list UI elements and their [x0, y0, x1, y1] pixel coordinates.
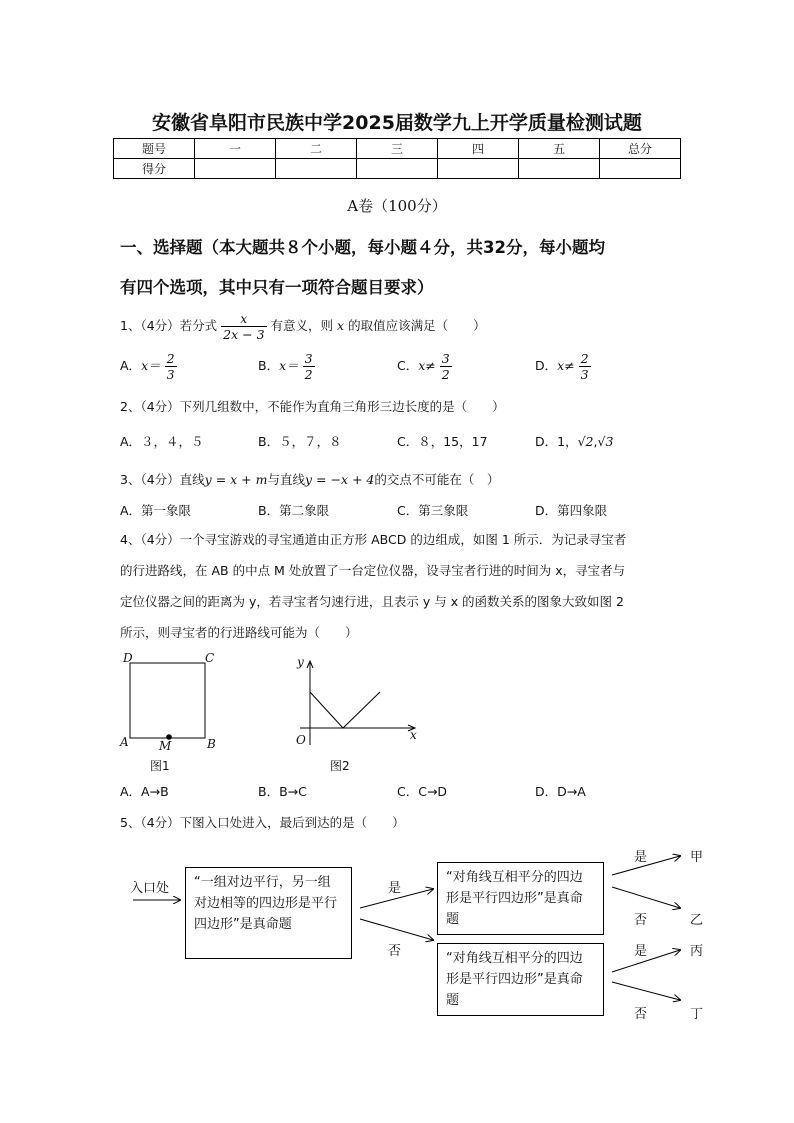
part1-heading-line2: 有四个选项，其中只有一项符合题目要求） — [120, 278, 434, 297]
option-label: C． — [397, 358, 419, 373]
option-lhs: x＝ — [141, 358, 161, 373]
q3-option-c[interactable]: C．第三象限 — [397, 503, 469, 518]
score-row-label: 得分 — [114, 159, 195, 179]
part1-heading-line1: 一、选择题（本大题共８个小题，每小题４分，共32分，每小题均 — [120, 238, 605, 257]
option-label: B． — [258, 358, 280, 373]
figure-2-graph — [290, 655, 420, 755]
option-label: D． — [535, 358, 558, 373]
square-abcd — [130, 663, 205, 738]
score-cell[interactable] — [519, 159, 600, 179]
section-a-heading: A卷（100分） — [347, 197, 447, 215]
option-num: 3 — [304, 351, 313, 366]
radical-3: √3 — [597, 434, 614, 449]
fig2-label-o: O — [296, 733, 306, 747]
label-no: 否 — [634, 1007, 648, 1022]
q1-prefix: 1、（4分）若分式 — [120, 318, 218, 333]
arrow-box2-no — [612, 887, 680, 908]
score-cell[interactable] — [600, 159, 681, 179]
fig1-label-d: D — [123, 651, 133, 665]
label-yes: 是 — [634, 944, 648, 959]
question-2: 2、（4分）下列几组数中，不能作为直角三角形三边长度的是（ ） — [120, 399, 505, 414]
label-no: 否 — [634, 913, 648, 928]
label-yes: 是 — [634, 850, 648, 865]
end-jia: 甲 — [690, 850, 704, 865]
entry-label: 入口处 — [130, 881, 170, 896]
q4-line: 所示，则寻宝者的行进路线可能为（ ） — [120, 625, 358, 640]
q1-suffix-b: 的取值应该满足（ ） — [348, 318, 486, 333]
fig2-label-x: x — [410, 728, 417, 742]
score-table-score-row — [114, 159, 681, 179]
q2-option-a[interactable]: A．３，４，５ — [120, 434, 204, 449]
figure-1-square — [115, 655, 225, 750]
end-bing: 丙 — [690, 944, 704, 959]
question-4 — [120, 524, 685, 648]
q3-line1: y = x + m — [204, 472, 268, 487]
flow-box-1: “一组对边平行，另一组对边相等的四边形是平行四边形”是真命题 — [185, 867, 352, 959]
q1-suffix-a: 有意义，则 — [270, 318, 334, 333]
q2-option-d[interactable]: D．1，√2,√3 — [535, 434, 614, 449]
q4-option-a[interactable]: A．A→B — [120, 784, 169, 799]
option-lhs: x≠ — [418, 358, 436, 373]
option-num: 2 — [166, 351, 175, 366]
option-text: D．1， — [535, 434, 578, 449]
score-table-header-cell: 三 — [357, 139, 438, 159]
radical-2: √2 — [577, 434, 594, 449]
question-1 — [120, 311, 685, 342]
fig2-label-y: y — [297, 655, 304, 669]
q4-line: 定位仪器之间的距离为 y，若寻宝者匀速行进，且表示 y 与 x 的函数关系的图象大致如图 2 — [120, 594, 624, 609]
question-5: 5、（4分）下图入口处进入，最后到达的是（ ） — [120, 815, 405, 830]
fig1-label-m: M — [159, 739, 172, 753]
option-lhs: x＝ — [279, 358, 299, 373]
q4-line: 4、（4分）一个寻宝游戏的寻宝通道由正方形 ABCD 的边组成，如图 1 所示．为记录寻宝者 — [120, 532, 627, 547]
arrow-box1-no — [360, 919, 433, 940]
q3-line2: y = −x + 4 — [304, 472, 375, 487]
fig1-caption: 图1 — [150, 759, 170, 773]
fig1-label-a: A — [120, 735, 129, 749]
flow-box-3: “对角线互相平分的四边形是平行四边形”是真命题 — [437, 943, 604, 1016]
score-table-header-cell: 五 — [519, 139, 600, 159]
q2-option-b[interactable]: B．５，７，８ — [258, 434, 342, 449]
q3-prefix: 3、（4分）直线 — [120, 472, 205, 487]
label-no: 否 — [388, 944, 402, 959]
q1-frac-num: x — [221, 311, 266, 327]
score-table-header-cell: 四 — [438, 139, 519, 159]
function-graph-line — [310, 692, 380, 728]
option-num: 2 — [580, 351, 589, 366]
q3-option-d[interactable]: D．第四象限 — [535, 503, 608, 518]
end-ding: 丁 — [690, 1007, 704, 1022]
q3-suffix: 的交点不可能在（ ） — [374, 472, 500, 487]
question-3 — [120, 470, 685, 488]
option-label: A． — [120, 358, 142, 373]
q4-option-c[interactable]: C．C→D — [397, 784, 448, 799]
arrow-box3-no — [612, 982, 680, 1000]
fig1-label-b: B — [207, 737, 216, 751]
score-cell[interactable] — [195, 159, 276, 179]
score-cell[interactable] — [438, 159, 519, 179]
q1-option-c[interactable] — [397, 351, 452, 382]
option-den: 3 — [166, 367, 175, 382]
q3-option-b[interactable]: B．第二象限 — [258, 503, 330, 518]
score-table-header-cell: 总分 — [600, 139, 681, 159]
q3-option-a[interactable]: A．第一象限 — [120, 503, 192, 518]
score-cell[interactable] — [276, 159, 357, 179]
q1-frac-den: 2x − 3 — [223, 327, 265, 342]
q1-option-a[interactable] — [120, 351, 177, 382]
q2-option-c[interactable]: C．８，15，17 — [397, 434, 488, 449]
label-yes: 是 — [388, 881, 402, 896]
option-den: 3 — [580, 367, 589, 382]
option-lhs: x≠ — [557, 358, 575, 373]
score-table — [113, 138, 681, 179]
score-table-header-row — [114, 139, 681, 159]
q4-line: 的行进路线，在 AB 的中点 M 处放置了一台定位仪器，设寻宝者行进的时间为 x，寻宝者与 — [120, 563, 626, 578]
score-table-header-cell: 题号 — [114, 139, 195, 159]
flow-box-2: “对角线互相平分的四边形是平行四边形”是真命题 — [437, 862, 604, 935]
score-table-header-cell: 二 — [276, 139, 357, 159]
q1-fraction — [221, 311, 266, 342]
fig1-label-c: C — [205, 651, 215, 665]
q1-option-b[interactable] — [258, 351, 315, 382]
q4-option-d[interactable]: D．D→A — [535, 784, 586, 799]
end-yi: 乙 — [690, 913, 704, 928]
score-table-header-cell: 一 — [195, 139, 276, 159]
page-title: 安徽省阜阳市民族中学2025届数学九上开学质量检测试题 — [152, 112, 642, 134]
option-num: 3 — [441, 351, 450, 366]
score-cell[interactable] — [357, 159, 438, 179]
q1-var: x — [337, 318, 345, 333]
fig2-caption: 图2 — [330, 759, 350, 773]
q1-option-d[interactable] — [535, 351, 591, 382]
q4-option-b[interactable]: B．B→C — [258, 784, 307, 799]
option-den: 2 — [304, 367, 313, 382]
option-den: 2 — [441, 367, 450, 382]
q3-mid: 与直线 — [267, 472, 305, 487]
